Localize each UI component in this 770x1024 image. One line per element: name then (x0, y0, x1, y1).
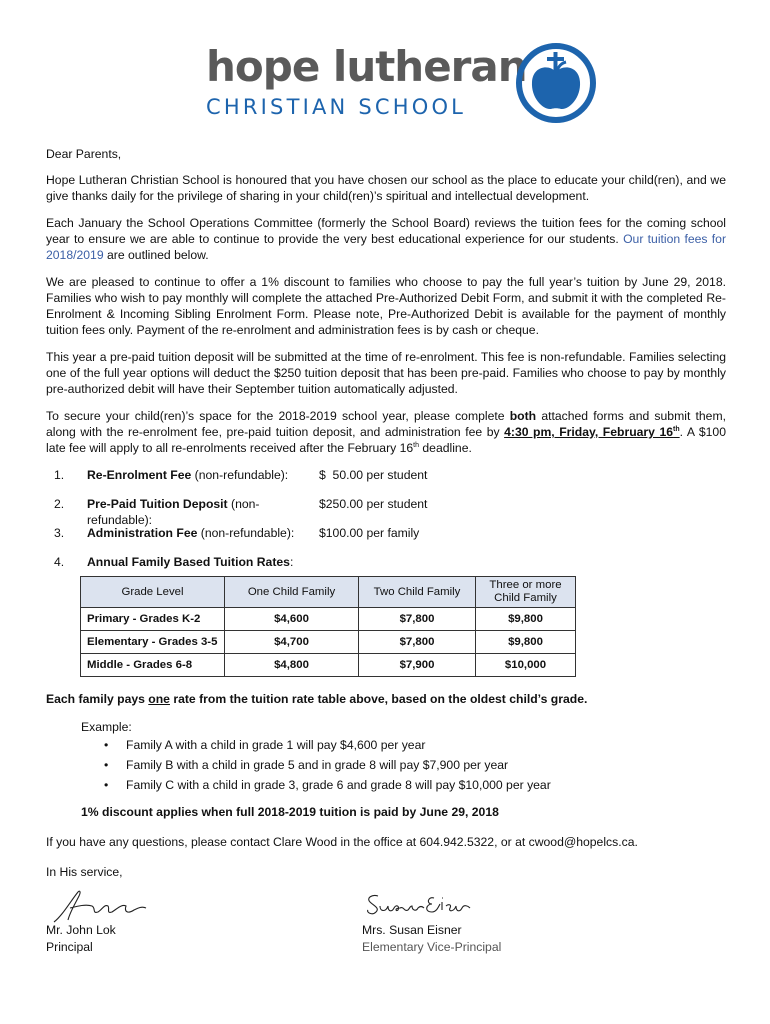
fee-amount: $ 50.00 per student (319, 468, 428, 482)
discount-note: 1% discount applies when full 2018-2019 tuition is paid by June 29, 2018 (81, 805, 499, 819)
table-row (81, 608, 576, 631)
column-header: Two Child Family (359, 577, 476, 608)
fee-note: (non-refundable): (197, 526, 295, 540)
fee-number: 2. (54, 497, 65, 511)
paragraph-5-d: deadline. (419, 441, 472, 455)
rate-cell: $4,800 (225, 654, 359, 677)
table-header-row (81, 577, 576, 608)
tuition-colon: : (289, 555, 294, 569)
rate-note-b: rate from the tuition rate table above, based on the oldest child’s grade. (169, 692, 588, 706)
fee-label (87, 525, 319, 554)
rate-note (46, 691, 726, 707)
paragraph-5-a: To secure your child(ren)’s space for the 2018-2019 school year, please complete (46, 409, 510, 423)
column-header: Grade Level (81, 577, 225, 608)
greeting: Dear Parents, (46, 147, 122, 161)
rate-cell: $9,800 (476, 631, 576, 654)
example-list (81, 737, 726, 797)
signature-john-lok-icon (48, 886, 158, 926)
paragraph-3: We are pleased to continue to offer a 1% discount to families who choose to pay the full year’s tuition by June 29, 2018. Families who wish to pay monthly will complete the attached Pre-Authorized Debit Form, and submit it with the completed Re-Enrolment & Incoming Sibling Enrolment Form. Please note, Pre-Authorized Debit is available for the payment of monthly tuition fees only. Payment of the re-enrolment and administration fees is by cash or cheque. (46, 275, 726, 337)
fee-number: 1. (54, 468, 65, 482)
fee-number: 3. (54, 526, 65, 540)
letter-body (46, 146, 726, 880)
list-item: • Family C with a child in grade 3, grade 6 and grade 8 will pay $10,000 per year (81, 777, 726, 797)
column-header: Three or more Child Family (476, 577, 576, 608)
list-item: • Family B with a child in grade 5 and in grade 8 will pay $7,900 per year (81, 757, 726, 777)
deadline-text: 4:30 pm, Friday, February 16 (504, 425, 674, 439)
fee-name: Administration Fee (87, 526, 198, 540)
paragraph-5-c: . A $100 late fee will apply to all re-enrolments received after the February 16 (46, 425, 726, 455)
tuition-title: Annual Family Based Tuition Rates (87, 555, 290, 569)
tuition-rate-table (80, 576, 576, 677)
signatory-role: Elementary Vice-Principal (362, 940, 502, 954)
both-emphasis: both (509, 409, 537, 423)
grade-level-cell: Primary - Grades K-2 (81, 608, 225, 631)
deadline-sup-2: th (413, 441, 420, 449)
table-row (81, 654, 576, 677)
paragraph-5-b: attached forms and submit them, along with the re-enrolment fee, pre-paid tuition deposit, and administration fee by (46, 409, 726, 439)
rate-cell: $7,800 (359, 631, 476, 654)
rate-note-a: Each family pays (46, 692, 149, 706)
column-header: One Child Family (225, 577, 359, 608)
logo-line-1: hope lutheran (206, 42, 527, 91)
list-item: • Family A with a child in grade 1 will pay $4,600 per year (81, 737, 726, 757)
rate-cell: $4,700 (225, 631, 359, 654)
tuition-number: 4. (54, 555, 65, 569)
grade-level-cell: Middle - Grades 6-8 (81, 654, 225, 677)
signatory-name: Mr. John Lok (46, 923, 116, 937)
signature-susan-eisner-icon (364, 890, 474, 920)
tuition-title-wrap (87, 554, 293, 574)
rate-cell: $7,900 (359, 654, 476, 677)
fee-note: (non-refundable): (191, 468, 289, 482)
school-logo (206, 44, 536, 120)
rate-cell: $7,800 (359, 608, 476, 631)
fee-name: Re-Enrolment Fee (87, 468, 192, 482)
fee-label (87, 467, 319, 496)
fee-amount: $100.00 per family (319, 526, 420, 540)
fee-name: Pre-Paid Tuition Deposit (87, 497, 228, 511)
signatory-name: Mrs. Susan Eisner (362, 923, 462, 937)
apple-cross-icon (515, 42, 597, 124)
fee-note: (non-refundable): (87, 497, 260, 527)
deadline-sup: th (673, 425, 680, 433)
tuition-fees-highlight: Our tuition fees for 2018/2019 (46, 232, 726, 262)
fee-amount: $250.00 per student (319, 497, 428, 511)
signatory-role: Principal (46, 940, 93, 954)
rate-cell: $4,600 (225, 608, 359, 631)
contact-note: If you have any questions, please contact Clare Wood in the office at 604.942.5322, or at cwood@hopelcs.ca. (46, 835, 638, 849)
rate-cell: $10,000 (476, 654, 576, 677)
paragraph-4: This year a pre-paid tuition deposit will be submitted at the time of re-enrolment. This fee is non-refundable. Families selecting one of the full year options will deduct the $250 tuition deposit that has been pre-paid. Families who choose to pay by monthly pre-authorized debit will have their September tuition automatically adjusted. (46, 350, 726, 396)
deadline (504, 425, 680, 439)
rate-note-one: one (148, 692, 170, 706)
rate-cell: $9,800 (476, 608, 576, 631)
logo-line-2: CHRISTIAN SCHOOL (206, 95, 467, 119)
example-block (81, 719, 726, 797)
fee-label (87, 496, 319, 525)
table-row (81, 631, 576, 654)
fee-item (46, 496, 726, 525)
paragraph-2 (46, 215, 726, 263)
grade-level-cell: Elementary - Grades 3-5 (81, 631, 225, 654)
fee-list (46, 467, 726, 574)
paragraph-1: Hope Lutheran Christian School is honoured that you have chosen our school as the place to educate your child(ren), and we give thanks daily for the privilege of sharing in your child(ren)’s spiritual and intellectual development. (46, 173, 726, 203)
paragraph-5 (46, 408, 726, 456)
tuition-heading (46, 554, 726, 574)
fee-item (46, 467, 726, 496)
paragraph-2-text: Each January the School Operations Committee (formerly the School Board) reviews the tuition fees for the coming school year to ensure we are able to continue to provide the very best educational experience for our students. (46, 216, 726, 246)
paragraph-2-end: are outlined below. (103, 248, 209, 262)
closing: In His service, (46, 865, 123, 879)
example-label: Example: (81, 720, 132, 734)
fee-item (46, 525, 726, 554)
